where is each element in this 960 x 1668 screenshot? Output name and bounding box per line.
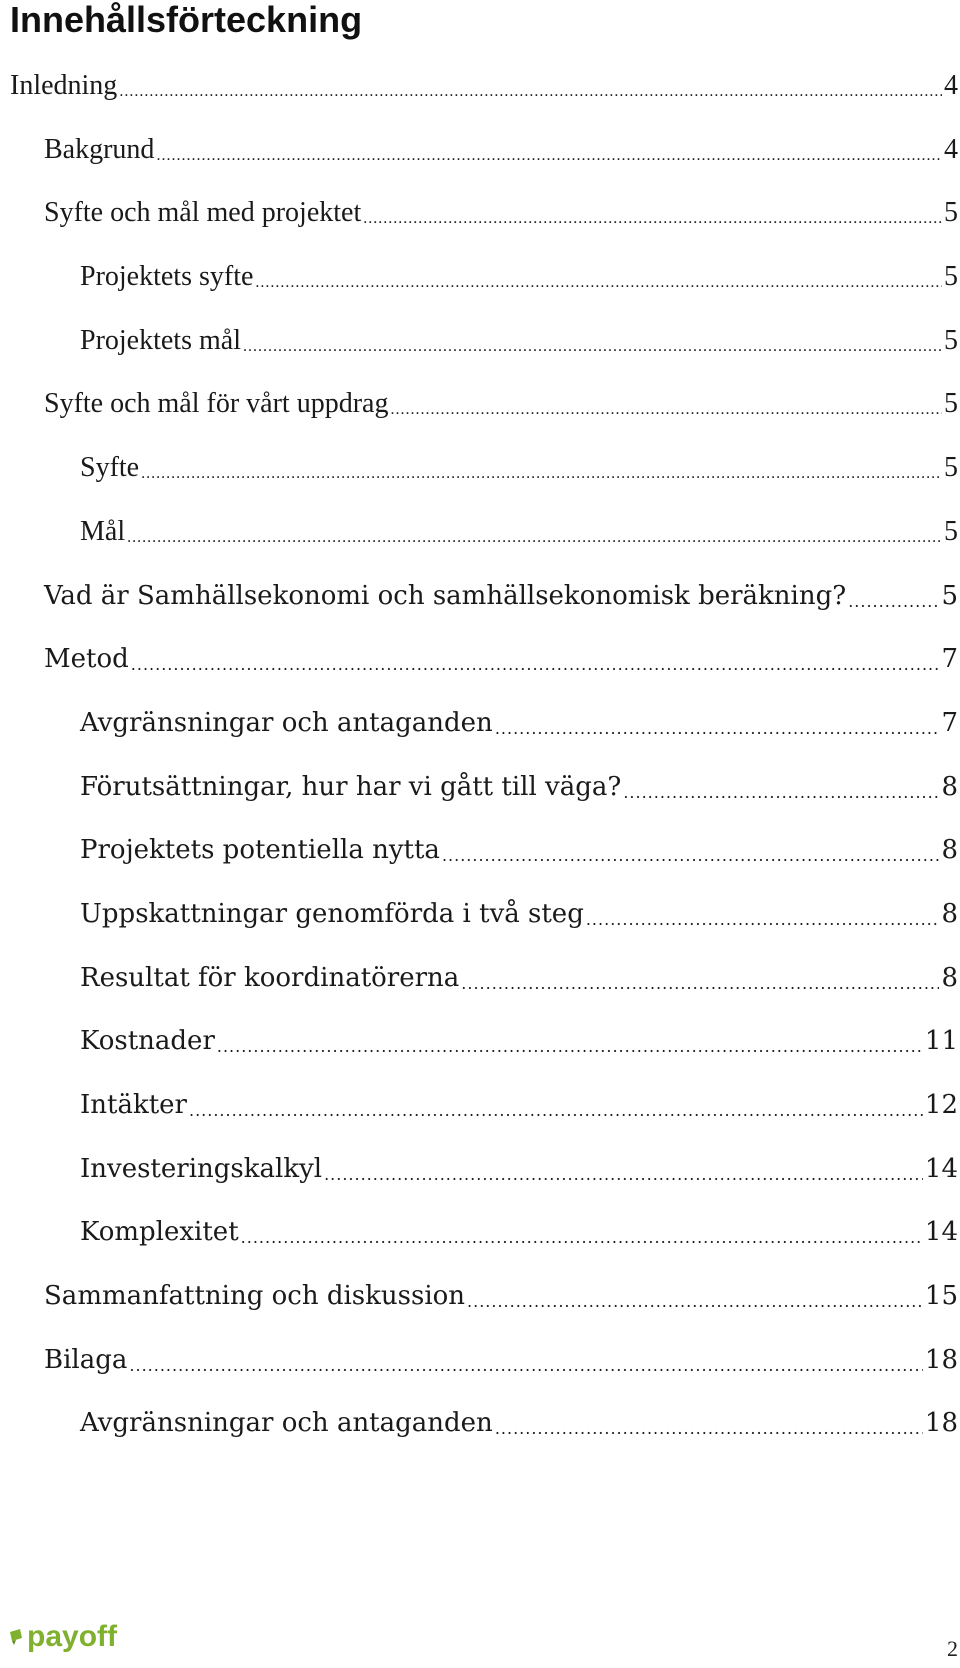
toc-entry-page: 8	[941, 898, 958, 929]
toc-entry-page: 7	[941, 707, 958, 738]
toc-entry-page: 5	[941, 580, 958, 611]
toc-entry-avgransningar-och-antaganden[interactable]	[0, 677, 958, 741]
toc-entry-projektets-mal[interactable]	[0, 295, 958, 359]
toc-entry-page: 7	[941, 644, 958, 675]
dot-leader	[461, 976, 939, 992]
toc-entry-label: Uppskattningar genomförda i två steg	[80, 896, 584, 932]
dot-leader	[127, 530, 942, 546]
dot-leader	[255, 275, 942, 291]
toc-entry-label: Resultat för koordinatörerna	[80, 960, 459, 996]
dot-leader	[390, 402, 942, 418]
toc-entry-page: 8	[941, 835, 958, 866]
toc-entry-label: Syfte och mål med projektet	[44, 195, 361, 231]
toc-entry-page: 5	[944, 261, 958, 293]
dot-leader	[129, 1358, 923, 1374]
toc-entry-label: Projektets syfte	[80, 259, 253, 295]
page-number: 2	[947, 1636, 958, 1661]
toc-entry-projektets-potentiella-nytta[interactable]	[0, 805, 958, 869]
toc-entry-metod[interactable]	[0, 614, 958, 678]
toc-entry-komplexitet[interactable]	[0, 1187, 958, 1251]
toc-entry-page: 5	[944, 452, 958, 484]
toc-entry-label: Avgränsningar och antaganden	[80, 705, 493, 741]
dot-leader	[156, 148, 942, 164]
toc-entry-label: Bakgrund	[44, 132, 154, 168]
dot-leader	[467, 1294, 923, 1310]
toc-entry-vad-ar-samhallsekonomi[interactable]	[0, 550, 958, 614]
toc-entry-page: 8	[941, 771, 958, 802]
toc-entry-page: 4	[944, 70, 958, 101]
logo-text: payoff	[27, 1620, 117, 1653]
toc-entry-page: 18	[924, 1408, 958, 1439]
dot-leader	[189, 1103, 923, 1119]
payoff-logo	[8, 1620, 117, 1654]
toc-entry-label: Kostnader	[80, 1023, 215, 1059]
dot-leader	[243, 339, 942, 355]
toc-entry-syfte[interactable]	[0, 422, 958, 486]
toc-entry-mal[interactable]	[0, 486, 958, 550]
toc-entry-page: 18	[924, 1344, 958, 1375]
toc-entry-label: Syfte	[80, 450, 139, 486]
toc-entry-inledning[interactable]	[0, 60, 958, 104]
toc-entry-syfte-och-mal-med-projektet[interactable]	[0, 168, 958, 232]
toc-entry-page: 14	[924, 1217, 958, 1248]
toc-entry-label: Sammanfattning och diskussion	[44, 1278, 465, 1314]
dot-leader	[495, 721, 940, 737]
toc-entry-page: 11	[924, 1026, 958, 1057]
toc-entry-page: 14	[924, 1153, 958, 1184]
toc-entry-label: Projektets mål	[80, 323, 241, 359]
dot-leader	[141, 466, 942, 482]
dot-leader	[324, 1167, 923, 1183]
dot-leader	[495, 1421, 923, 1437]
toc-entry-label: Metod	[44, 641, 129, 677]
toc-entry-page: 15	[924, 1281, 958, 1312]
toc-entry-label: Mål	[80, 514, 125, 550]
toc-entry-label: Vad är Samhällsekonomi och samhällsekonomisk beräkning?	[44, 578, 846, 614]
toc-entry-intakter[interactable]	[0, 1059, 958, 1123]
toc-entry-syfte-och-mal-for-vart-uppdrag[interactable]	[0, 359, 958, 423]
page-title: Innehållsförteckning	[10, 0, 363, 40]
toc-entry-page: 5	[944, 388, 958, 420]
toc-entry-kostnader[interactable]	[0, 996, 958, 1060]
toc-entry-label: Inledning	[10, 68, 117, 104]
toc-entry-page: 4	[944, 133, 958, 165]
toc-entry-label: Projektets potentiella nytta	[80, 832, 440, 868]
toc-entry-sammanfattning[interactable]	[0, 1250, 958, 1314]
toc-entry-page: 5	[944, 515, 958, 547]
dot-leader	[586, 912, 940, 928]
toc-entry-resultat-for-koordinatorerna[interactable]	[0, 932, 958, 996]
toc-entry-investeringskalkyl[interactable]	[0, 1123, 958, 1187]
logo-mark-icon	[8, 1628, 24, 1646]
dot-leader	[363, 211, 942, 227]
toc-entry-bakgrund[interactable]	[0, 104, 958, 168]
dot-leader	[623, 785, 939, 801]
toc-entry-label: Förutsättningar, hur har vi gått till väga?	[80, 769, 621, 805]
toc-entry-projektets-syfte[interactable]	[0, 231, 958, 295]
toc-entry-label: Investeringskalkyl	[80, 1151, 322, 1187]
dot-leader	[131, 657, 940, 673]
toc-entry-page: 12	[924, 1090, 958, 1120]
toc-entry-label: Komplexitet	[80, 1214, 239, 1250]
dot-leader	[119, 84, 942, 100]
toc-entry-page: 8	[941, 962, 958, 993]
toc-entry-page: 5	[944, 197, 958, 229]
toc-entry-label: Syfte och mål för vårt uppdrag	[44, 386, 388, 422]
toc-entry-label: Bilaga	[44, 1342, 127, 1378]
dot-leader	[241, 1230, 923, 1246]
toc-entry-uppskattningar[interactable]	[0, 868, 958, 932]
toc-entry-label: Avgränsningar och antaganden	[80, 1405, 493, 1441]
toc-entry-page: 5	[944, 324, 958, 356]
toc-entry-bilaga[interactable]	[0, 1314, 958, 1378]
dot-leader	[442, 848, 940, 864]
dot-leader	[217, 1039, 923, 1055]
dot-leader	[848, 594, 939, 610]
toc-entry-forutsattningar[interactable]	[0, 741, 958, 805]
toc-entry-label: Intäkter	[80, 1087, 187, 1123]
toc-entry-bilaga-avgransningar[interactable]	[0, 1378, 958, 1442]
table-of-contents	[0, 60, 960, 1441]
